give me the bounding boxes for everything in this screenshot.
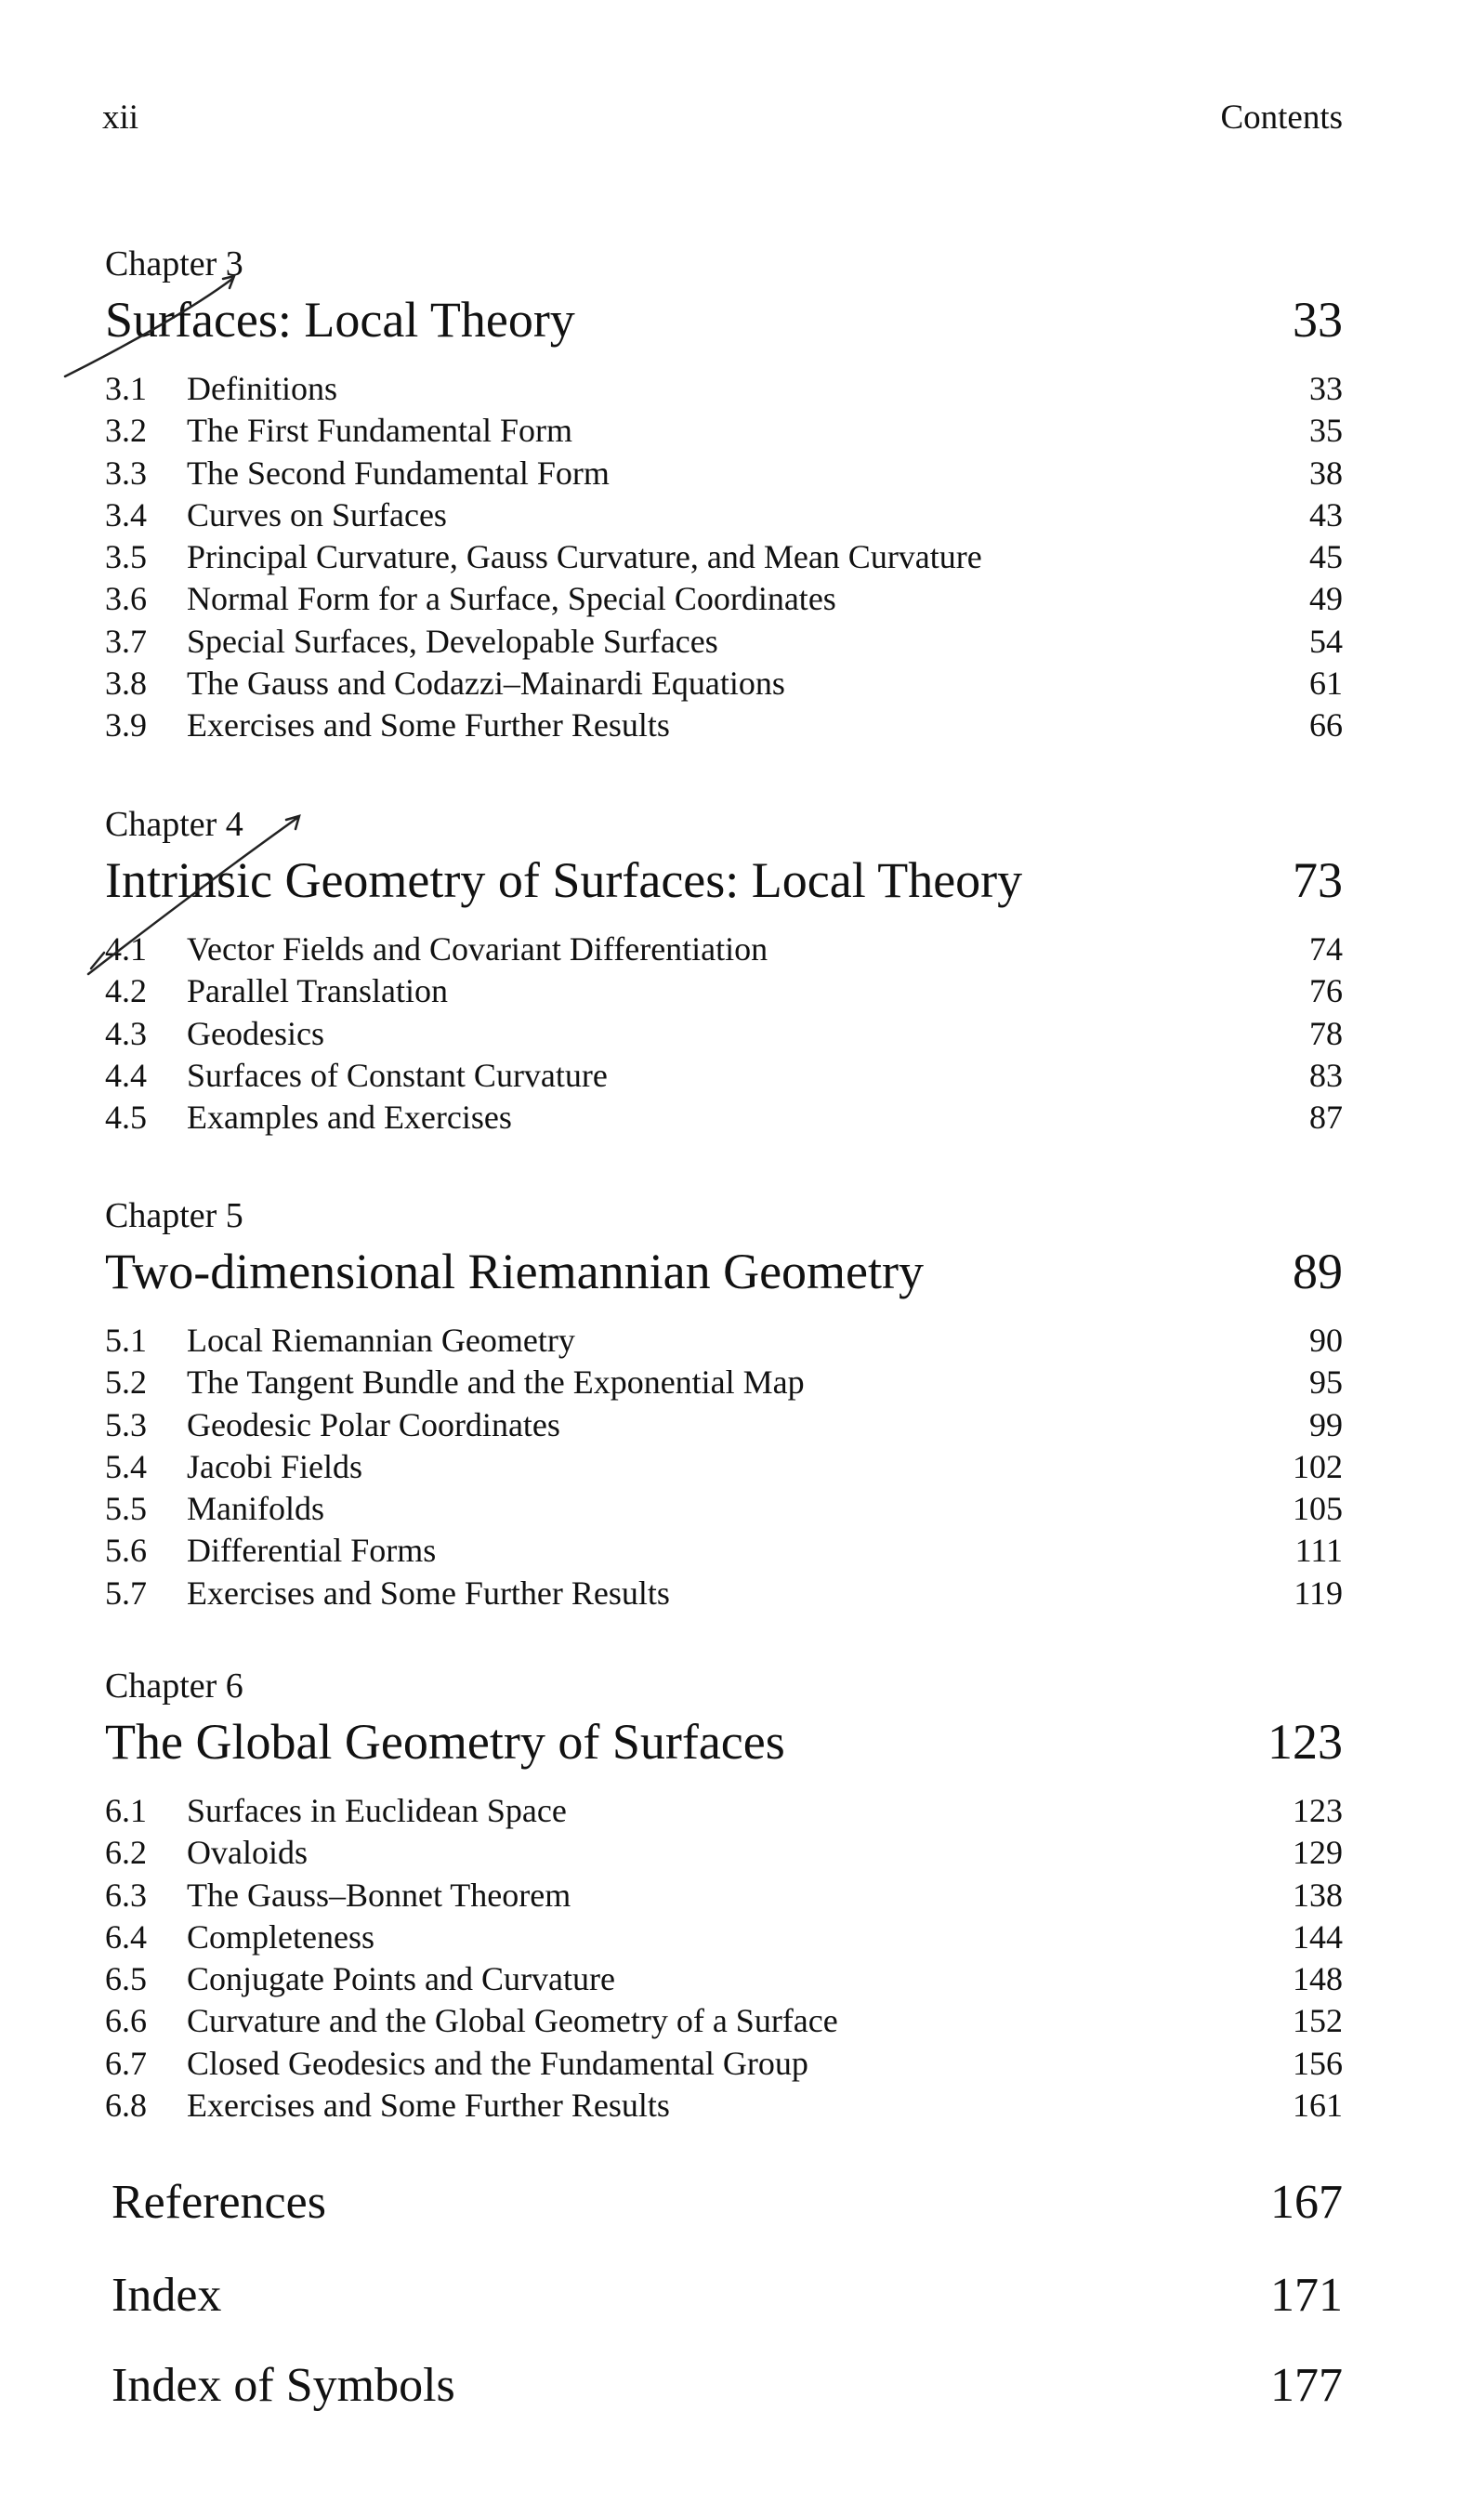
section-number: 5.3 [105, 1405, 147, 1443]
chapter-label: Chapter 3 [105, 244, 243, 283]
section-title: Special Surfaces, Developable Surfaces [187, 622, 718, 660]
section-title: Differential Forms [187, 1532, 437, 1570]
section-page: 123 [1293, 1792, 1343, 1829]
chapter-title: The Global Geometry of Surfaces [105, 1714, 785, 1770]
section-title: Principal Curvature, Gauss Curvature, and Mean Curvature [187, 538, 982, 576]
section-number: 3.2 [105, 412, 147, 450]
section-page: 35 [1309, 412, 1343, 450]
section-title: Vector Fields and Covariant Differentiation [187, 930, 768, 968]
section-title: Geodesic Polar Coordinates [187, 1405, 560, 1443]
chapter-title: Intrinsic Geometry of Surfaces: Local Theory [105, 852, 1023, 908]
section-number: 4.4 [105, 1056, 147, 1094]
section-number: 6.8 [105, 2087, 147, 2125]
section-page: 119 [1294, 1574, 1343, 1612]
section-number: 6.6 [105, 2002, 147, 2040]
section-title: Geodesics [187, 1014, 324, 1052]
chapter-label: Chapter 4 [105, 805, 243, 844]
section-page: 87 [1309, 1099, 1343, 1137]
section-number: 6.2 [105, 1834, 147, 1872]
page-number: xii [102, 99, 139, 137]
section-page: 49 [1309, 580, 1343, 618]
section-number: 4.5 [105, 1099, 147, 1137]
chapter-page: 89 [1293, 1244, 1343, 1299]
running-title: Contents [1220, 99, 1343, 137]
section-number: 6.3 [105, 1876, 147, 1914]
section-number: 6.1 [105, 1792, 147, 1829]
section-number: 5.2 [105, 1363, 147, 1402]
section-page: 45 [1309, 538, 1343, 576]
section-title: Conjugate Points and Curvature [187, 1960, 615, 1998]
section-page: 33 [1309, 370, 1343, 407]
section-title: Surfaces of Constant Curvature [187, 1056, 608, 1094]
section-title: The Second Fundamental Form [187, 454, 610, 492]
section-page: 138 [1293, 1876, 1343, 1914]
section-title: Normal Form for a Surface, Special Coordinates [187, 580, 836, 618]
section-number: 5.7 [105, 1574, 147, 1612]
chapter-label: Chapter 5 [105, 1196, 243, 1235]
section-title: Surfaces in Euclidean Space [187, 1792, 567, 1829]
section-title: Exercises and Some Further Results [187, 1574, 670, 1612]
section-title: Parallel Translation [187, 972, 448, 1010]
section-number: 3.7 [105, 622, 147, 660]
pencil-tick-chapter-4 [88, 816, 299, 974]
section-page: 76 [1309, 972, 1343, 1010]
section-page: 66 [1309, 706, 1343, 744]
backmatter-title: Index of Symbols [112, 2359, 455, 2412]
section-page: 90 [1309, 1322, 1343, 1359]
section-title: The Tangent Bundle and the Exponential Map [187, 1363, 805, 1402]
section-title: Curvature and the Global Geometry of a Surface [187, 2002, 838, 2040]
chapter-title: Two-dimensional Riemannian Geometry [105, 1244, 925, 1299]
section-page: 144 [1293, 1917, 1343, 1956]
section-title: Jacobi Fields [187, 1447, 362, 1485]
backmatter-page: 177 [1270, 2359, 1343, 2412]
section-page: 99 [1309, 1405, 1343, 1443]
section-number: 5.6 [105, 1532, 147, 1570]
section-number: 6.5 [105, 1960, 147, 1998]
section-title: Ovaloids [187, 1834, 308, 1872]
backmatter-title: Index [112, 2269, 222, 2322]
section-page: 129 [1293, 1834, 1343, 1872]
chapter-title: Surfaces: Local Theory [105, 292, 575, 348]
chapter-label: Chapter 6 [105, 1666, 243, 1706]
section-number: 3.4 [105, 495, 147, 533]
backmatter-page: 171 [1270, 2269, 1343, 2322]
chapter-page: 123 [1267, 1714, 1343, 1770]
section-page: 74 [1309, 930, 1343, 968]
section-title: Local Riemannian Geometry [187, 1322, 575, 1359]
section-title: The Gauss–Bonnet Theorem [187, 1876, 571, 1914]
section-page: 61 [1309, 665, 1343, 703]
backmatter-page: 167 [1270, 2176, 1343, 2229]
pencil-tick-chapter-3 [65, 276, 234, 376]
section-page: 54 [1309, 622, 1343, 660]
section-page: 156 [1293, 2044, 1343, 2082]
section-title: Closed Geodesics and the Fundamental Group [187, 2044, 808, 2082]
section-number: 3.8 [105, 665, 147, 703]
backmatter-title: References [112, 2176, 326, 2229]
section-number: 6.4 [105, 1917, 147, 1956]
section-title: The First Fundamental Form [187, 412, 572, 450]
section-page: 105 [1293, 1490, 1343, 1528]
section-number: 5.4 [105, 1447, 147, 1485]
section-title: Curves on Surfaces [187, 495, 447, 533]
section-number: 4.2 [105, 972, 147, 1010]
section-title: Examples and Exercises [187, 1099, 512, 1137]
section-page: 161 [1293, 2087, 1343, 2125]
section-page: 95 [1309, 1363, 1343, 1402]
section-number: 5.5 [105, 1490, 147, 1528]
section-page: 38 [1309, 454, 1343, 492]
section-title: Manifolds [187, 1490, 324, 1528]
section-number: 3.6 [105, 580, 147, 618]
section-page: 78 [1309, 1014, 1343, 1052]
section-title: Completeness [187, 1917, 374, 1956]
section-title: The Gauss and Codazzi–Mainardi Equations [187, 665, 785, 703]
section-title: Exercises and Some Further Results [187, 706, 670, 744]
section-title: Exercises and Some Further Results [187, 2087, 670, 2125]
section-page: 111 [1294, 1532, 1343, 1570]
section-title: Definitions [187, 370, 337, 407]
section-number: 5.1 [105, 1322, 147, 1359]
section-number: 4.3 [105, 1014, 147, 1052]
section-page: 148 [1293, 1960, 1343, 1998]
section-page: 83 [1309, 1056, 1343, 1094]
section-number: 3.3 [105, 454, 147, 492]
section-page: 152 [1293, 2002, 1343, 2040]
section-page: 43 [1309, 495, 1343, 533]
chapter-page: 33 [1293, 292, 1343, 348]
section-number: 3.5 [105, 538, 147, 576]
section-number: 6.7 [105, 2044, 147, 2082]
section-page: 102 [1293, 1447, 1343, 1485]
section-number: 4.1 [105, 930, 147, 968]
chapter-page: 73 [1293, 852, 1343, 908]
section-number: 3.1 [105, 370, 147, 407]
section-number: 3.9 [105, 706, 147, 744]
